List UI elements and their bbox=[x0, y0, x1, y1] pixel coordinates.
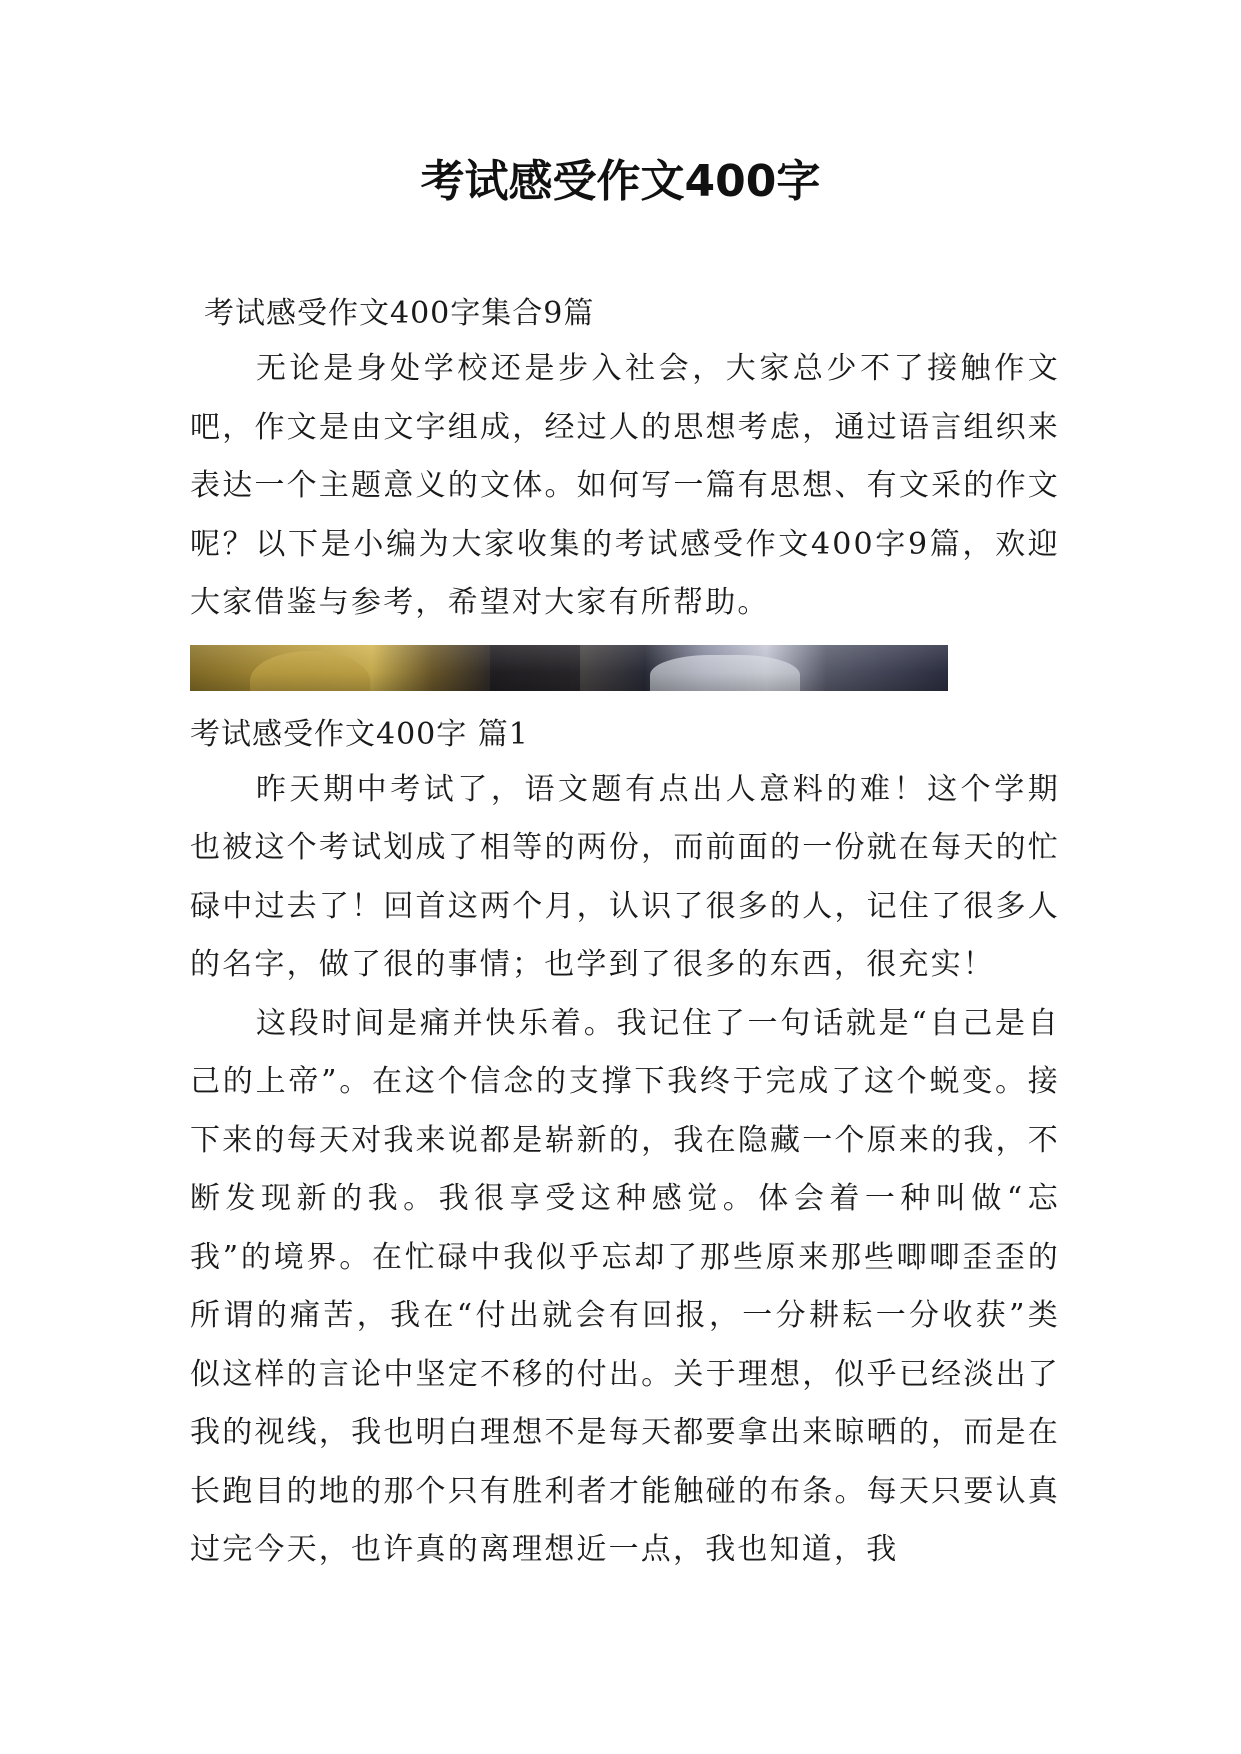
intro-paragraph: 无论是身处学校还是步入社会，大家总少不了接触作文吧，作文是由文字组成，经过人的思想考虑，通过语言组织来表达一个主题意义的文体。如何写一篇有思想、有文采的作文呢？以下是小编为大家收集的考试感受作文400字9篇，欢迎大家借鉴与参考，希望对大家有所帮助。 bbox=[190, 351, 1060, 620]
document-body bbox=[190, 288, 1060, 1580]
section-heading: 考试感受作文400字 篇1 bbox=[190, 716, 529, 752]
body-paragraph: 这段时间是痛并快乐着。我记住了一句话就是“自己是自己的上帝”。在这个信念的支撑下我终于完成了这个蜕变。接下来的每天对我来说都是崭新的，我在隐藏一个原来的我，不断发现新的我。我很享受这种感觉。体会着一种叫做“忘我”的境界。在忙碌中我似乎忘却了那些原来那些唧唧歪歪的所谓的痛苦，我在“付出就会有回报，一分耕耘一分收获”类似这样的言论中坚定不移的付出。关于理想，似乎已经淡出了我的视线，我也明白理想不是每天都要拿出来晾晒的，而是在长跑目的地的那个只有胜利者才能触碰的布条。每天只要认真过完今天，也许真的离理想近一点，我也知道，我 bbox=[190, 1005, 1060, 1567]
document-title: 考试感受作文400字 bbox=[420, 156, 821, 207]
body-paragraph: 昨天期中考试了，语文题有点出人意料的难！这个学期也被这个考试划成了相等的两份，而前面的一份就在每天的忙碌中过去了！回首这两个月，认识了很多的人，记住了很多人的名字，做了很的事情；也学到了很多的东西，很充实！ bbox=[190, 771, 1060, 982]
collection-subtitle: 考试感受作文400字集合9篇 bbox=[204, 296, 595, 331]
banner-photo bbox=[190, 645, 948, 691]
